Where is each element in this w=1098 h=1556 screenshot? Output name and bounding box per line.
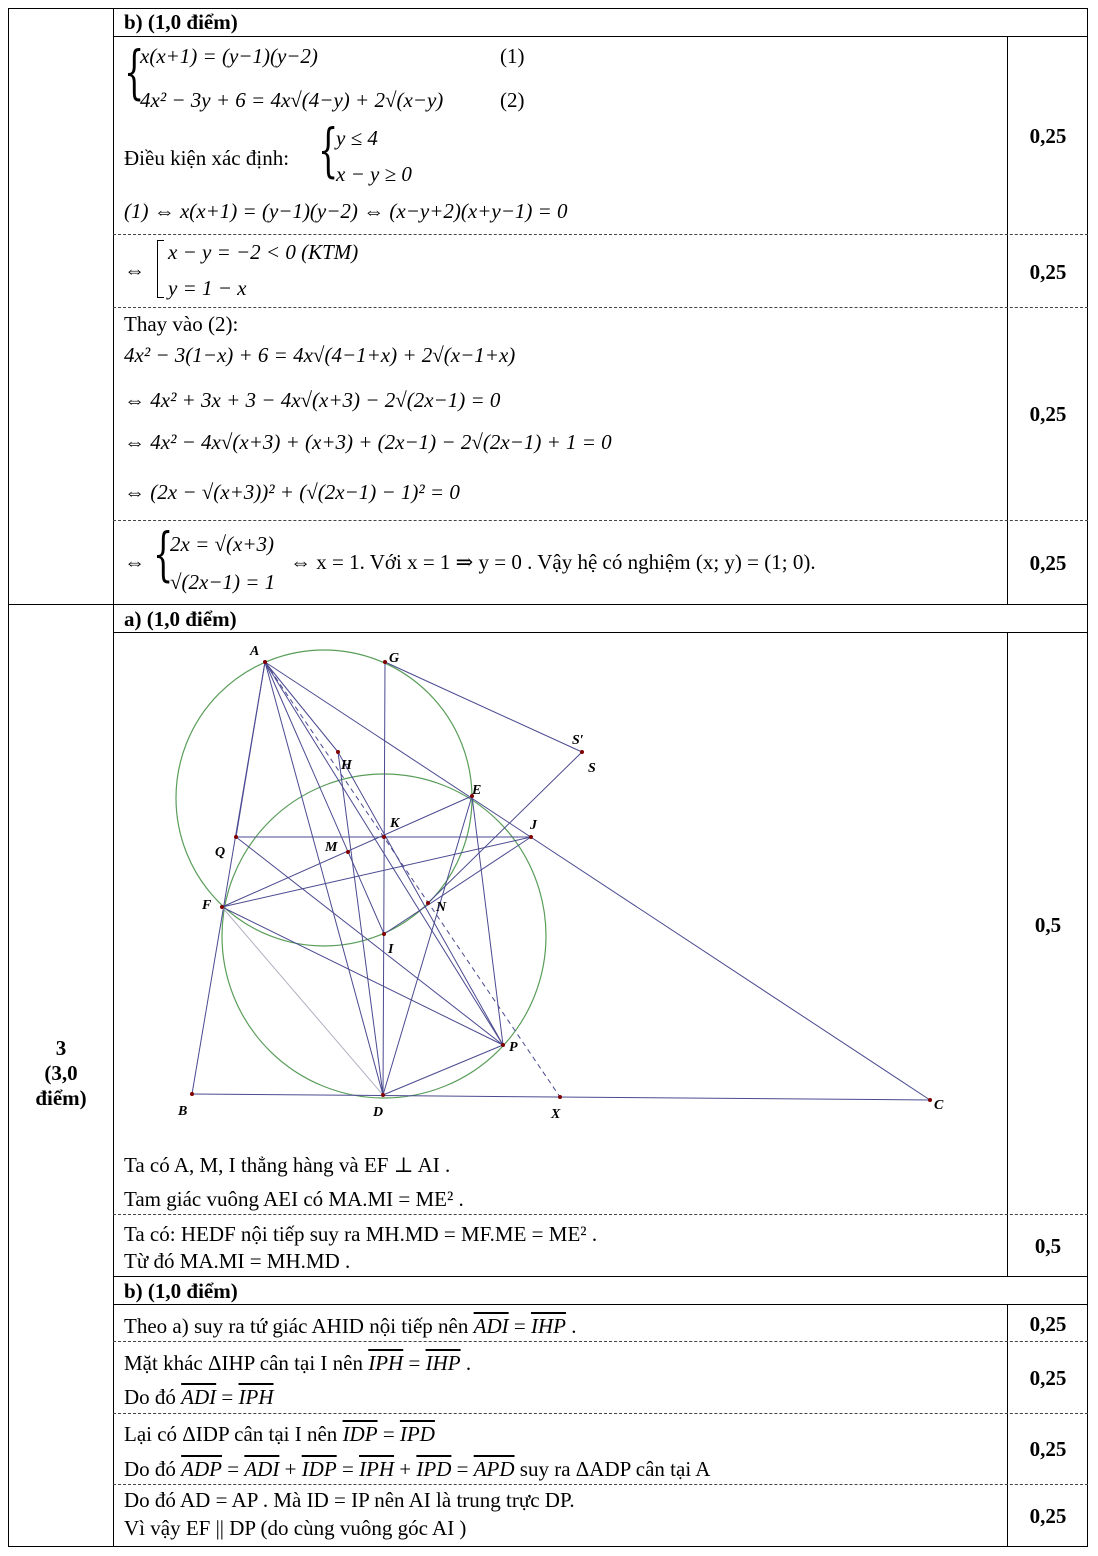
- case-bracket: [157, 240, 164, 298]
- segment-fp: [222, 907, 503, 1045]
- label-i: I: [388, 942, 394, 957]
- equivalence-arrow: ⇔: [124, 258, 145, 282]
- equation-1: x(x+1) = (y−1)(y−2): [140, 44, 318, 68]
- row-rule: [113, 307, 1088, 308]
- row-rule: [8, 604, 1088, 605]
- condition-brace: {: [318, 116, 339, 184]
- condition-2: x − y ≥ 0: [336, 162, 412, 186]
- label-m: M: [325, 840, 338, 855]
- score-col-border-2: [1007, 632, 1008, 1276]
- segment-ax-dashed: [265, 662, 560, 1097]
- segment-hd: [338, 752, 383, 1095]
- score: 0,25: [1029, 551, 1067, 575]
- final-conclusion: ⇔ x = 1. Với x = 1 ⇒ y = 0 . Vậy hệ có nghiệm (x; y) = (1; 0).: [290, 550, 816, 574]
- label-h: H: [341, 758, 352, 773]
- row-rule: [113, 36, 1088, 37]
- equation-2-number: (2): [500, 88, 525, 112]
- table-bottom-border: [8, 1546, 1088, 1547]
- substitute-line-2: ⇔ 4x² + 3x + 3 − 4x√(x+3) − 2√(2x−1) = 0: [124, 388, 501, 412]
- part-b2-line-6: Do đó AD = AP . Mà ID = IP nên AI là trung trực DP.: [124, 1488, 575, 1512]
- system-brace: {: [124, 38, 145, 106]
- row-rule: [113, 1341, 1088, 1342]
- part-b2-line-5: Do đó $\overline{ADP} = \overline{ADI} + \overline{IDP} = \overline{IPH} + \overline{IPD} = \overline{APD}$ suy ra ΔADP cân tại A: [124, 1457, 711, 1481]
- part-a-line-4: Từ đó MA.MI = MH.MD .: [124, 1249, 351, 1273]
- table-left-border: [8, 8, 9, 1547]
- question-number: [9, 1036, 113, 1111]
- label-k: K: [390, 816, 400, 831]
- score: 0,25: [1029, 1437, 1067, 1461]
- segment-ns: [428, 752, 582, 903]
- label-a: A: [250, 644, 260, 659]
- condition-label: Điều kiện xác định:: [124, 146, 290, 170]
- part-b2-line-4: Lại có ΔIDP cân tại I nên $\overline{IDP} = \overline{IPD}$: [124, 1422, 435, 1446]
- label-b: B: [178, 1104, 188, 1119]
- segment-ac: [265, 662, 930, 1100]
- segment-nj: [384, 837, 531, 934]
- label-j: J: [530, 818, 537, 833]
- substitute-line-1: 4x² − 3(1−x) + 6 = 4x√(4−1+x) + 2√(x−1+x): [124, 343, 516, 367]
- label-x: X: [551, 1107, 561, 1122]
- part-a-line-1: Ta có A, M, I thẳng hàng và EF ⊥ AI .: [124, 1153, 451, 1177]
- row-rule: [113, 234, 1088, 235]
- part-b2-line-7: Vì vậy EF || DP (do cùng vuông góc AI ): [124, 1516, 467, 1540]
- part-a-header: a) (1,0 điểm): [124, 607, 237, 631]
- substitute-line-3: ⇔ 4x² − 4x√(x+3) + (x+3) + (2x−1) − 2√(2x−1) + 1 = 0: [124, 430, 612, 454]
- score: 0,25: [1029, 1504, 1067, 1528]
- row-rule: [113, 1484, 1088, 1485]
- label-p: P: [509, 1040, 518, 1055]
- part-b2-header: b) (1,0 điểm): [124, 1279, 238, 1303]
- part-b1-header: b) (1,0 điểm): [124, 10, 238, 34]
- question-number-text: 3: [55, 1036, 67, 1060]
- label-s: S: [588, 761, 596, 776]
- score: 0,25: [1029, 1366, 1067, 1390]
- score: 0,5: [1034, 913, 1062, 937]
- row-rule: [113, 1276, 1088, 1277]
- segment-gd: [383, 662, 385, 1095]
- table-top-border: [8, 8, 1088, 9]
- row-rule: [113, 520, 1088, 521]
- label-d: D: [373, 1105, 384, 1120]
- part-b2-line-1: Theo a) suy ra tứ giác AHID nội tiếp nên $\overline{ADI} = \overline{IHP}$ .: [124, 1314, 577, 1338]
- part-b2-line-3: Do đó $\overline{ADI} = \overline{IPH}$: [124, 1385, 274, 1409]
- final-brace: {: [153, 520, 174, 588]
- question-points-1: (3,0: [44, 1061, 78, 1085]
- segment-ad: [265, 662, 383, 1095]
- label-c: C: [934, 1098, 944, 1113]
- geometry-figure: [113, 633, 1007, 1153]
- substitute-label: Thay vào (2):: [124, 312, 239, 336]
- condition-1: y ≤ 4: [336, 126, 378, 150]
- segment-gs: [385, 662, 582, 752]
- part-a-line-3: Ta có: HEDF nội tiếp suy ra MH.MD = MF.ME = ME² .: [124, 1222, 598, 1246]
- segment-aq: [236, 662, 265, 837]
- row-rule: [113, 1304, 1088, 1305]
- equation-2: 4x² − 3y + 6 = 4x√(4−y) + 2√(x−y): [140, 88, 444, 112]
- row-rule: [113, 1214, 1088, 1215]
- score-col-border-1: [1007, 37, 1008, 604]
- label-s-prime: S′: [572, 733, 584, 748]
- label-e: E: [472, 783, 482, 798]
- case-2: y = 1 − x: [168, 276, 247, 300]
- segment-ed: [383, 796, 472, 1095]
- equation-1-number: (1): [500, 44, 525, 68]
- question-points-2: điểm): [35, 1086, 87, 1110]
- step-1: (1) ⇔ x(x+1) = (y−1)(y−2) ⇔ (x−y+2)(x+y−1) = 0: [124, 199, 568, 223]
- segment-ap: [265, 662, 503, 1045]
- score: 0,25: [1029, 1312, 1067, 1336]
- part-b2-line-2: Mặt khác ΔIHP cân tại I nên $\overline{IPH} = \overline{IHP}$ .: [124, 1351, 472, 1375]
- final-eq-1: 2x = √(x+3): [170, 532, 274, 556]
- case-1: x − y = −2 < 0 (KTM): [168, 240, 359, 264]
- label-f: F: [202, 898, 212, 913]
- score: 0,25: [1029, 260, 1067, 284]
- row-rule: [113, 1413, 1088, 1414]
- segment-ah: [265, 662, 338, 752]
- equivalence-arrow: ⇔: [124, 550, 145, 574]
- part-a-line-2: Tam giác vuông AEI có MA.MI = ME² .: [124, 1187, 464, 1211]
- score: 0,25: [1029, 402, 1067, 426]
- segment-fd: [222, 907, 383, 1095]
- final-eq-2: √(2x−1) = 1: [170, 570, 276, 594]
- substitute-line-4: ⇔ (2x − √(x+3))² + (√(2x−1) − 1)² = 0: [124, 480, 460, 504]
- label-q: Q: [215, 845, 226, 860]
- label-n: N: [436, 900, 447, 915]
- score: 0,5: [1034, 1234, 1062, 1258]
- label-g: G: [389, 651, 400, 666]
- score: 0,25: [1029, 124, 1067, 148]
